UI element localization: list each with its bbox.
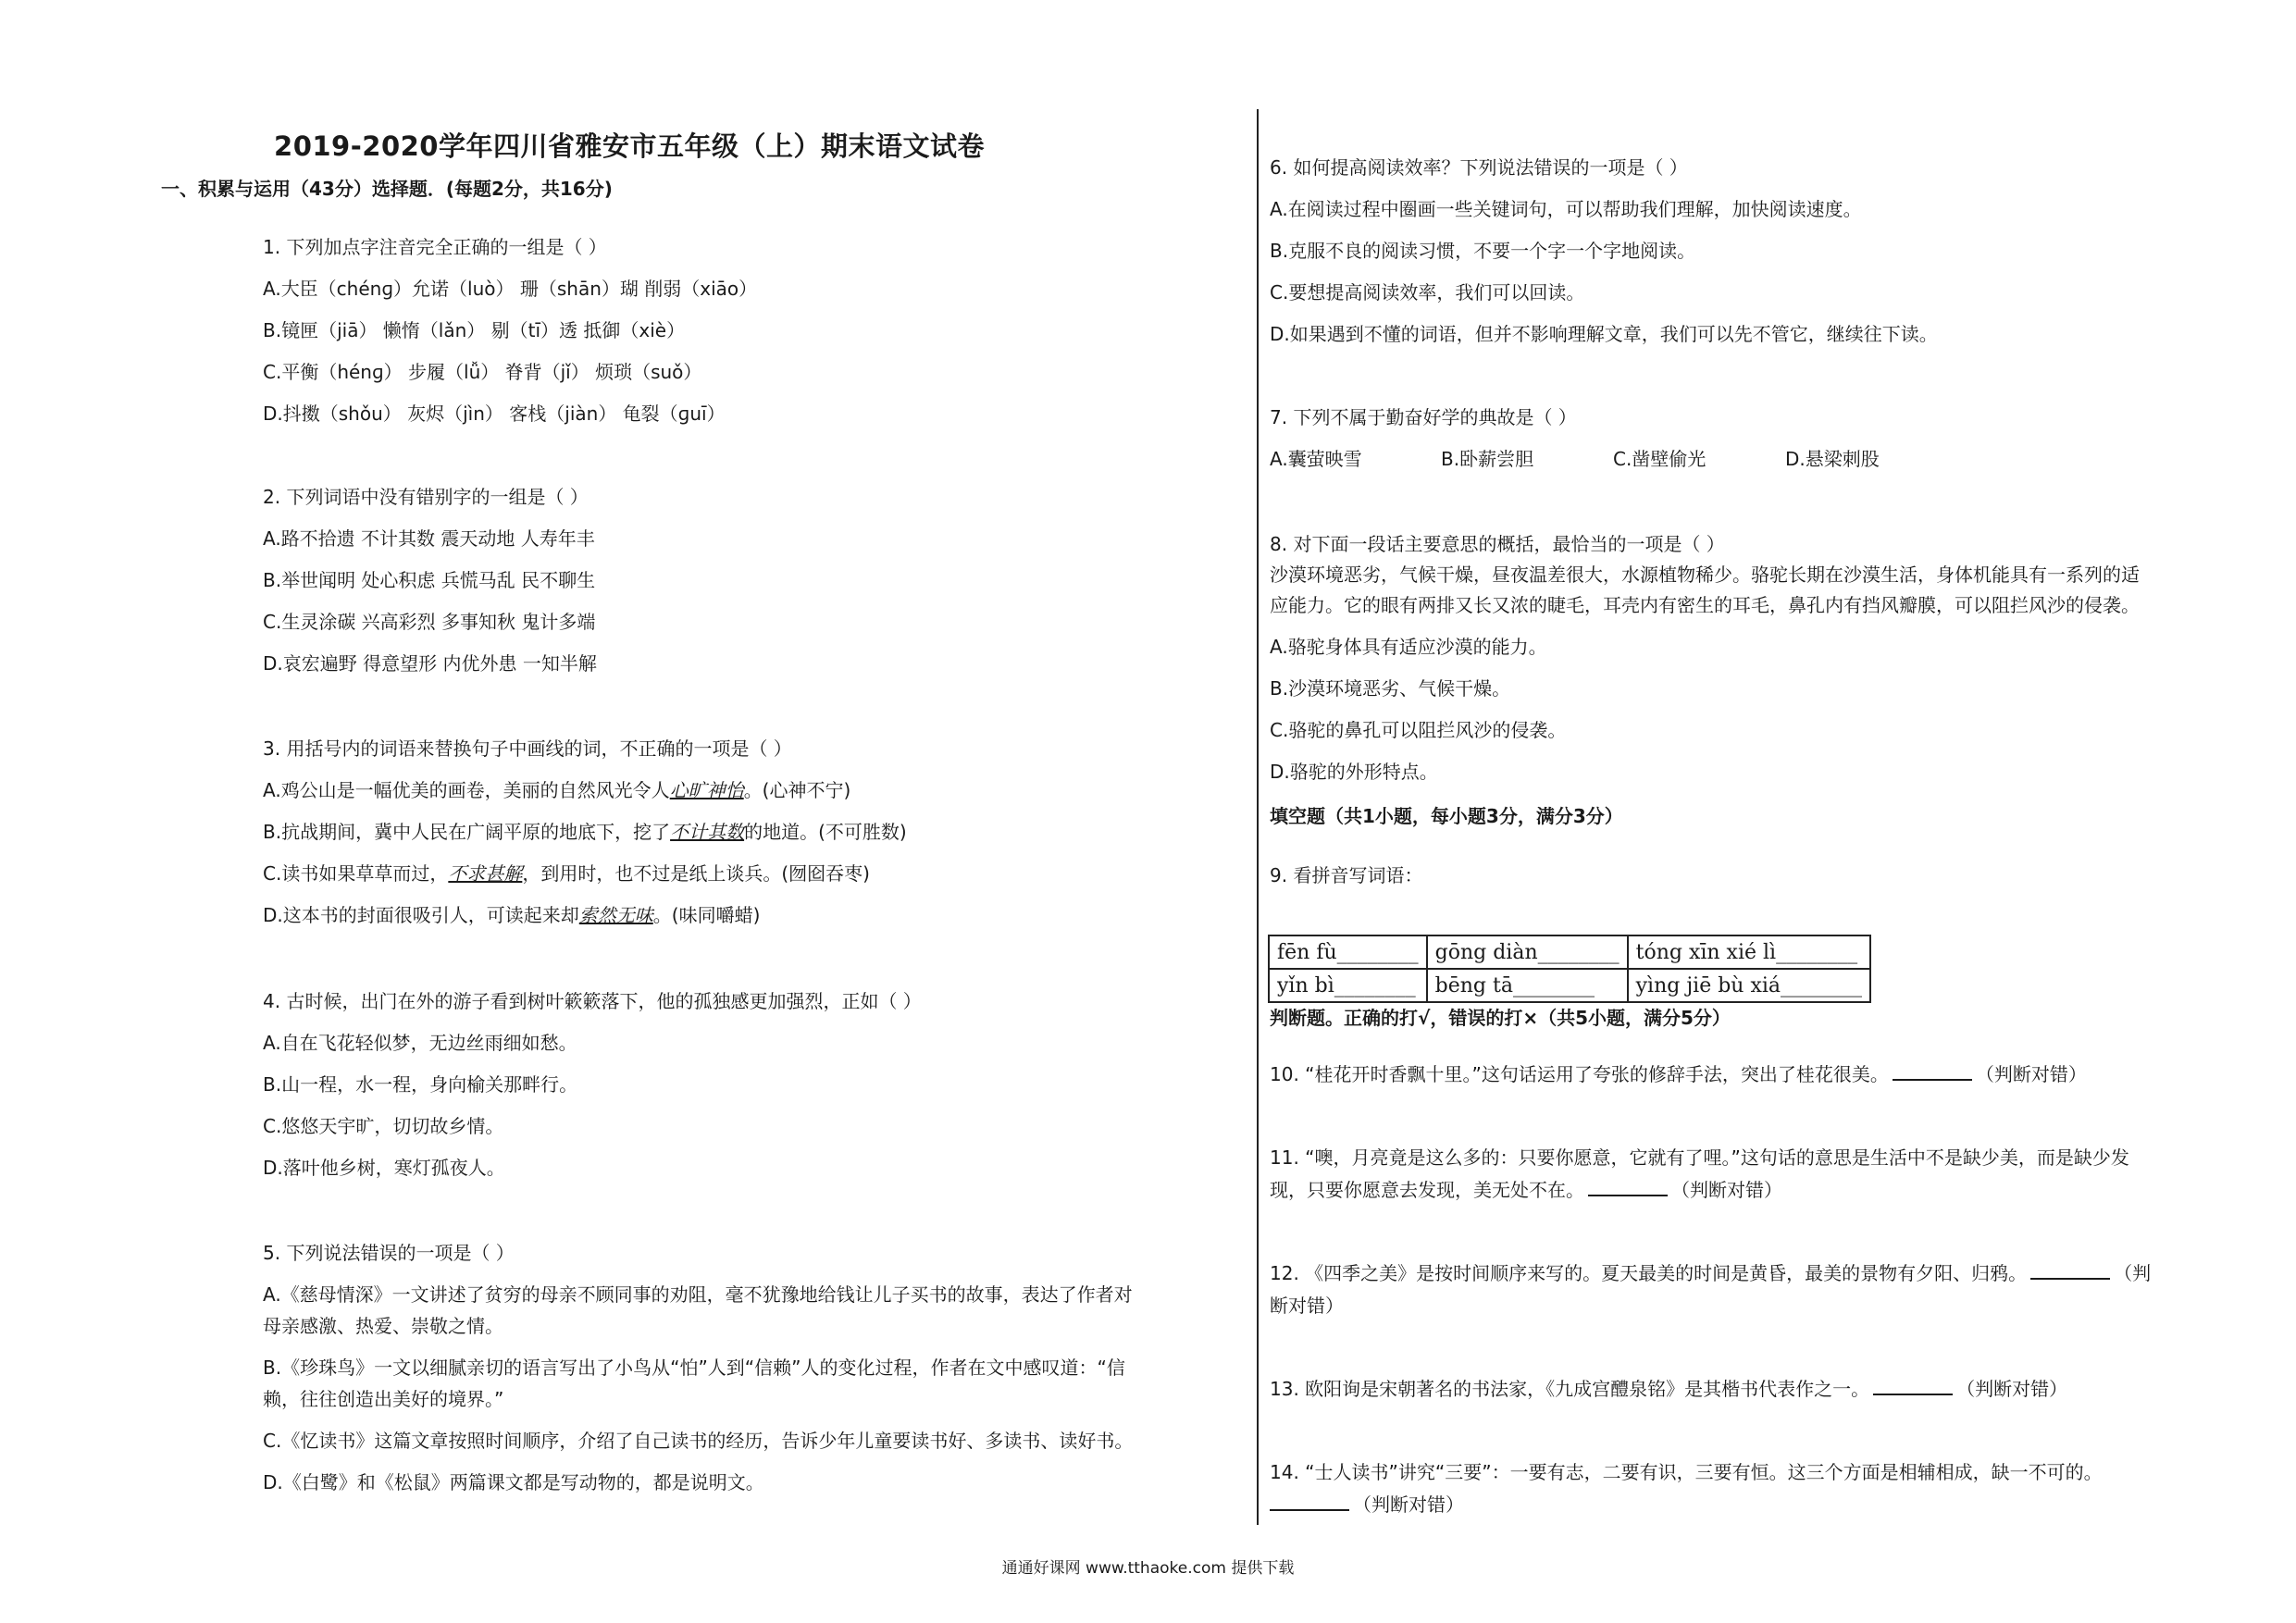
q12-note: （判 — [2114, 1262, 2152, 1284]
q5-option-d: D.《白鹭》和《松鼠》两篇课文都是写动物的，都是说明文。 — [263, 1471, 764, 1493]
section-choice-heading: 一、积累与运用（43分）选择题．(每题2分，共16分) — [161, 178, 613, 200]
answer-blank[interactable] — [2030, 1261, 2110, 1280]
q12-line1 — [1270, 1261, 2151, 1285]
pinyin-cell[interactable]: bēng tā________ — [1427, 969, 1628, 1002]
q1-option-b: B.镜匣（jiā） 懒惰（lǎn） 剔（tī）透 抵御（xiè） — [263, 319, 686, 341]
q4-stem: 4. 古时候，出门在外的游子看到树叶簌簌落下，他的孤独感更加强烈，正如（ ） — [263, 990, 922, 1012]
q1-option-c: C.平衡（hénɡ） 步履（lǚ） 脊背（jǐ） 烦琐（suǒ） — [263, 361, 702, 383]
q3-c-underlined: 不求甚解 — [448, 862, 523, 885]
q6-option-a: A.在阅读过程中圈画一些关键词句，可以帮助我们理解，加快阅读速度。 — [1270, 198, 1862, 220]
q4-option-c: C.悠悠天宇旷，切切故乡情。 — [263, 1115, 504, 1137]
q3-c-text: C.读书如果草草而过， — [263, 862, 449, 885]
q8-option-b: B.沙漠环境恶劣、气候干燥。 — [1270, 677, 1511, 700]
q7-option-a: A.囊萤映雪 — [1270, 448, 1362, 470]
q14-line1: 14. “士人读书”讲究“三要”：一要有志，二要有识，三要有恒。这三个方面是相辅相成，缺一不可的。 — [1270, 1461, 2103, 1483]
q5-option-b-line2: 赖，往往创造出美好的境界。” — [263, 1388, 504, 1410]
q8-option-a: A.骆驼身体具有适应沙漠的能力。 — [1270, 636, 1547, 658]
q4-option-d: D.落叶他乡树，寒灯孤夜人。 — [263, 1157, 505, 1179]
q7-option-d: D.悬梁刺股 — [1785, 448, 1880, 470]
q1-option-a: A.大臣（chénɡ）允诺（luò） 珊（shān）瑚 削弱（xiāo） — [263, 278, 758, 300]
answer-blank[interactable] — [1873, 1377, 1953, 1395]
q3-d-note: 。(味同嚼蜡) — [652, 904, 761, 926]
answer-blank[interactable] — [1588, 1178, 1668, 1196]
q2-option-b: B.举世闻明 处心积虑 兵慌马乱 民不聊生 — [263, 569, 596, 591]
q3-option-d — [263, 903, 760, 927]
table-row — [1269, 969, 1870, 1002]
q3-a-underlined: 心旷神怡 — [669, 779, 744, 801]
q11-line1: 11. “噢，月亮竟是这么多的：只要你愿意，它就有了哩。”这句话的意思是生活中不是缺少美，而是缺少发 — [1270, 1146, 2129, 1169]
footer-source: 通通好课网 www.tthaoke.com 提供下载 — [1001, 1559, 1295, 1578]
q3-a-text: A.鸡公山是一幅优美的画卷，美丽的自然风光令人 — [263, 779, 670, 801]
q10 — [1270, 1062, 2087, 1086]
q3-option-b — [263, 820, 907, 844]
q3-d-underlined: 索然无味 — [578, 904, 653, 926]
page-title: 2019-2020学年四川省雅安市五年级（上）期末语文试卷 — [274, 130, 985, 162]
answer-blank[interactable] — [1893, 1062, 1972, 1081]
section-judge-heading: 判断题。正确的打√，错误的打×（共5小题，满分5分） — [1270, 1007, 1731, 1029]
q3-stem: 3. 用括号内的词语来替换句子中画线的词，不正确的一项是（ ） — [263, 737, 792, 760]
q3-d-text: D.这本书的封面很吸引人，可读起来却 — [263, 904, 579, 926]
table-row — [1269, 935, 1870, 969]
q10-note: （判断对错） — [1975, 1063, 2087, 1085]
q13-text: 13. 欧阳询是宋朝著名的书法家，《九成宫醴泉铭》是其楷书代表作之一。 — [1270, 1378, 1870, 1400]
q14-note: （判断对错） — [1353, 1493, 1464, 1516]
q4-option-b: B.山一程，水一程，身向榆关那畔行。 — [263, 1073, 578, 1096]
q13 — [1270, 1377, 2067, 1401]
pinyin-cell[interactable]: yǐn bì________ — [1269, 969, 1427, 1002]
q11-line2 — [1270, 1178, 1782, 1202]
q7-stem: 7. 下列不属于勤奋好学的典故是（ ） — [1270, 406, 1577, 428]
q11-note: （判断对错） — [1671, 1179, 1782, 1201]
q2-option-d: D.哀宏遍野 得意望形 内优外患 一知半解 — [263, 652, 597, 675]
q1-option-d: D.抖擞（shǒu） 灰烬（jìn） 客栈（jiàn） 龟裂（ɡuī） — [263, 403, 726, 425]
q2-option-c: C.生灵涂碳 兴高彩烈 多事知秋 鬼计多端 — [263, 611, 596, 633]
q3-b-note: 的地道。(不可胜数) — [744, 821, 907, 843]
q11-text: 现，只要你愿意去发现，美无处不在。 — [1270, 1179, 1584, 1201]
q5-option-a-line1: A.《慈母情深》一文讲述了贫穷的母亲不顾同事的劝阻，毫不犹豫地给钱让儿子买书的故事，表达了作者对 — [263, 1283, 1133, 1306]
q3-a-note: 。(心神不宁) — [743, 779, 851, 801]
q6-stem: 6. 如何提高阅读效率？下列说法错误的一项是（ ） — [1270, 156, 1688, 179]
q10-text: 10. “桂花开时香飘十里。”这句话运用了夸张的修辞手法，突出了桂花很美。 — [1270, 1063, 1889, 1085]
q8-passage-line1: 沙漠环境恶劣，气候干燥，昼夜温差很大，水源植物稀少。骆驼长期在沙漠生活，身体机能具有一系列的适 — [1270, 564, 2140, 586]
q1-stem: 1. 下列加点字注音完全正确的一组是（ ） — [263, 236, 607, 258]
q3-option-a — [263, 778, 850, 802]
q9-stem: 9. 看拼音写词语： — [1270, 864, 1423, 886]
q3-c-note: ，到用时，也不过是纸上谈兵。(囫囵吞枣) — [522, 862, 870, 885]
answer-blank[interactable] — [1270, 1493, 1349, 1511]
q8-passage-line2: 应能力。它的眼有两排又长又浓的睫毛，耳壳内有密生的耳毛，鼻孔内有挡风瓣膜，可以阻拦风沙的侵袭。 — [1270, 594, 2140, 616]
q14-line2 — [1270, 1493, 1464, 1517]
q6-option-c: C.要想提高阅读效率，我们可以回读。 — [1270, 281, 1585, 304]
q8-option-d: D.骆驼的外形特点。 — [1270, 761, 1438, 783]
pinyin-cell[interactable]: fēn fù________ — [1269, 935, 1427, 969]
q12-text: 12. 《四季之美》是按时间顺序来写的。夏天最美的时间是黄昏，最美的景物有夕阳、归鸦。 — [1270, 1262, 2028, 1284]
q4-option-a: A.自在飞花轻似梦，无边丝雨细如愁。 — [263, 1032, 577, 1054]
q13-note: （判断对错） — [1956, 1378, 2068, 1400]
q2-stem: 2. 下列词语中没有错别字的一组是（ ） — [263, 486, 589, 508]
q6-option-d: D.如果遇到不懂的词语，但并不影响理解文章，我们可以先不管它，继续往下读。 — [1270, 323, 1938, 345]
q5-stem: 5. 下列说法错误的一项是（ ） — [263, 1242, 515, 1264]
q5-option-b-line1: B.《珍珠鸟》一文以细腻亲切的语言写出了小鸟从“怕”人到“信赖”人的变化过程，作者在文中感叹道：“信 — [263, 1357, 1125, 1379]
q3-option-c — [263, 861, 870, 886]
q8-stem: 8. 对下面一段话主要意思的概括，最恰当的一项是（ ） — [1270, 533, 1725, 555]
column-divider — [1257, 109, 1259, 1525]
pinyin-cell[interactable]: yìng jiē bù xiá________ — [1628, 969, 1870, 1002]
section-fill-heading: 填空题（共1小题，每小题3分，满分3分） — [1270, 805, 1623, 827]
q5-option-a-line2: 母亲感激、热爱、崇敬之情。 — [263, 1315, 503, 1337]
q2-option-a: A.路不拾遗 不计其数 震天动地 人寿年丰 — [263, 527, 595, 550]
q3-b-underlined: 不计其数 — [670, 821, 745, 843]
pinyin-cell[interactable]: gōng diàn________ — [1427, 935, 1628, 969]
q7-option-c: C.凿壁偷光 — [1613, 448, 1706, 470]
pinyin-cell[interactable]: tóng xīn xié lì________ — [1628, 935, 1870, 969]
q5-option-c: C.《忆读书》这篇文章按照时间顺序，介绍了自己读书的经历，告诉少年儿童要读书好、多读书、读好书。 — [263, 1430, 1134, 1452]
q6-option-b: B.克服不良的阅读习惯，不要一个字一个字地阅读。 — [1270, 240, 1696, 262]
q8-option-c: C.骆驼的鼻孔可以阻拦风沙的侵袭。 — [1270, 719, 1567, 741]
q9-pinyin-table — [1268, 935, 1871, 1003]
q3-b-text: B.抗战期间，冀中人民在广阔平原的地底下，挖了 — [263, 821, 671, 843]
q7-option-b: B.卧薪尝胆 — [1441, 448, 1534, 470]
q12-line2: 断对错） — [1270, 1295, 1344, 1317]
